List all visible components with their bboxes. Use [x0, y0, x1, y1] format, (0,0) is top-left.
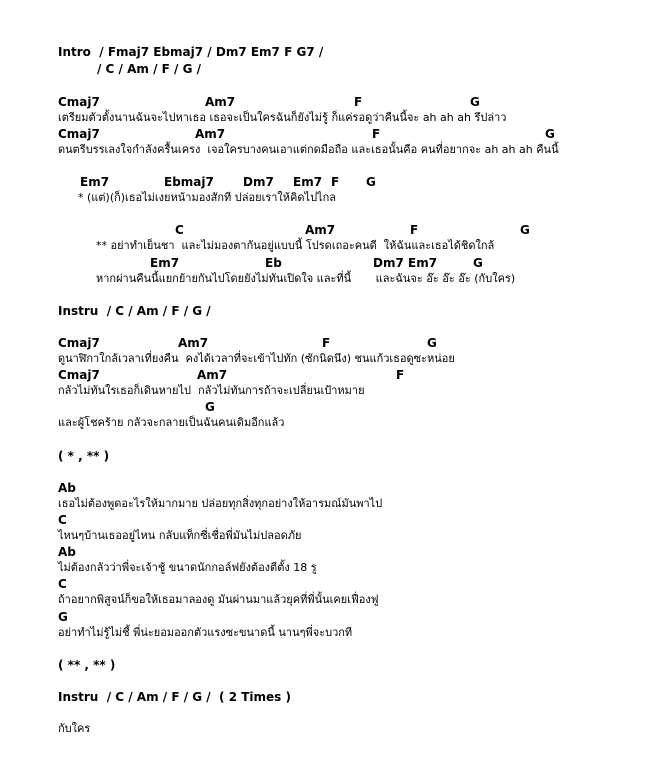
lyric-line: กลัวไม่ทันใรเธอก็เดินหายไป กลัวไม่ทันการถ้าจะเปลี่ยนเป้าหมาย: [58, 384, 365, 397]
repeat-marker: ( ** , ** ): [58, 658, 116, 672]
lyric-line: ดนตรีบรรเลงใจกำลังครื้นเครง เจอใครบางคนเอาแต่กดมือถือ และเธอนั้นคือ คนที่อยากจะ ah ah ah คืนนี้: [58, 143, 559, 156]
chord: G: [545, 127, 555, 141]
chord: Am7: [197, 368, 228, 382]
lyric-line: ถ้าอยากพิสูจน์ก็ขอให้เธอมาลองดู มันผ่านมาแล้วยุคที่พี่นั้นเคยเฟื่องฟู: [58, 593, 379, 606]
chord: C: [58, 513, 67, 527]
chord: G: [366, 175, 376, 189]
chord: C: [58, 577, 67, 591]
chord: Em7: [80, 175, 110, 189]
chord: F: [372, 127, 381, 141]
lyric-line: ดูนาฬิกาใกล้เวลาเที่ยงคืน คงได้เวลาที่จะเข้าไปทัก (ซักนิดนึง) ชนแก้วเธอดูซะหน่อย: [58, 352, 455, 365]
lyric-line: ไหนๆบ้านเธออยู่ไหน กลับแท็กซี่เชื่อพี่มันไม่ปลอดภัย: [58, 529, 302, 542]
chord: Am7: [195, 127, 226, 141]
chord: Cmaj7: [58, 127, 100, 141]
chord: Ebmaj7: [164, 175, 214, 189]
chord: Cmaj7: [58, 368, 100, 382]
chord: G: [473, 256, 483, 270]
chord: Dm7: [243, 175, 274, 189]
chord: Dm7 Em7: [373, 256, 438, 270]
lyric-line: * (แต่)(ก็)เธอไม่เงยหน้ามองสักที ปล่อยเราให้คิดไปไกล: [78, 191, 336, 204]
chord: Am7: [205, 95, 236, 109]
chord: F: [396, 368, 405, 382]
chord: F: [331, 175, 340, 189]
chord: C: [175, 223, 184, 237]
chord: Ab: [58, 545, 76, 559]
chord: Cmaj7: [58, 336, 100, 350]
chord: F: [322, 336, 331, 350]
lyric-line: และผู้โชคร้าย กลัวจะกลายเป็นฉันคนเดิมอีกแล้ว: [58, 416, 285, 429]
chord: G: [470, 95, 480, 109]
lyric-line: อย่าทำไม่รู้ไม่ชี้ พี่น่ะยอมออกตัวแรงซะขนาดนี้ นานๆพี่จะบวกที: [58, 626, 353, 639]
chord: G: [520, 223, 530, 237]
chord: Eb: [265, 256, 282, 270]
chord: Am7: [178, 336, 209, 350]
chord: F: [354, 95, 363, 109]
lyric-line: ** อย่าทำเย็นชา และไม่มองตากันอยู่แบบนี้ โปรดเถอะคนดี ให้ฉันและเธอได้ชิดใกล้: [96, 239, 495, 252]
chord: Am7: [305, 223, 336, 237]
chord: Cmaj7: [58, 95, 100, 109]
chord: G: [58, 610, 68, 624]
chord: Ab: [58, 481, 76, 495]
chord: G: [427, 336, 437, 350]
lyric-line: เตรียมตัวตั้งนานฉันจะไปหาเธอ เธอจะเป็นใครฉันก็ยังไม่รู้ ก็แค่รอดูว่าคืนนี้จะ ah ah ah รึปล่าว: [58, 111, 507, 124]
chord: Em7: [150, 256, 180, 270]
lyric-line: หากผ่านคืนนี้แยกย้ายกันไปโดยยังไม่ทันเปิดใจ และที่นี้ และฉันจะ อ๊ะ อ๊ะ อ๊ะ (กับใคร): [96, 272, 516, 285]
chord: G: [205, 400, 215, 414]
chord: Em7: [293, 175, 323, 189]
lyric-line: ไม่ต้องกลัวว่าพี่จะเจ้าชู้ ขนาดนักกอล์ฟยังต้องตีตั้ง 18 รู: [58, 561, 317, 574]
chord: F: [410, 223, 419, 237]
outro-line: กับใคร: [58, 722, 91, 735]
instrumental-line: Instru / C / Am / F / G /: [58, 304, 211, 318]
lyric-line: เธอไม่ต้องพูดอะไรให้มากมาย ปล่อยทุกสิ่งทุกอย่างให้อารมณ์มันพาไป: [58, 497, 383, 510]
intro-line-1: Intro / Fmaj7 Ebmaj7 / Dm7 Em7 F G7 /: [58, 45, 324, 59]
instrumental-line: Instru / C / Am / F / G / ( 2 Times ): [58, 690, 291, 704]
intro-line-2: / C / Am / F / G /: [97, 62, 201, 76]
repeat-marker: ( * , ** ): [58, 449, 110, 463]
